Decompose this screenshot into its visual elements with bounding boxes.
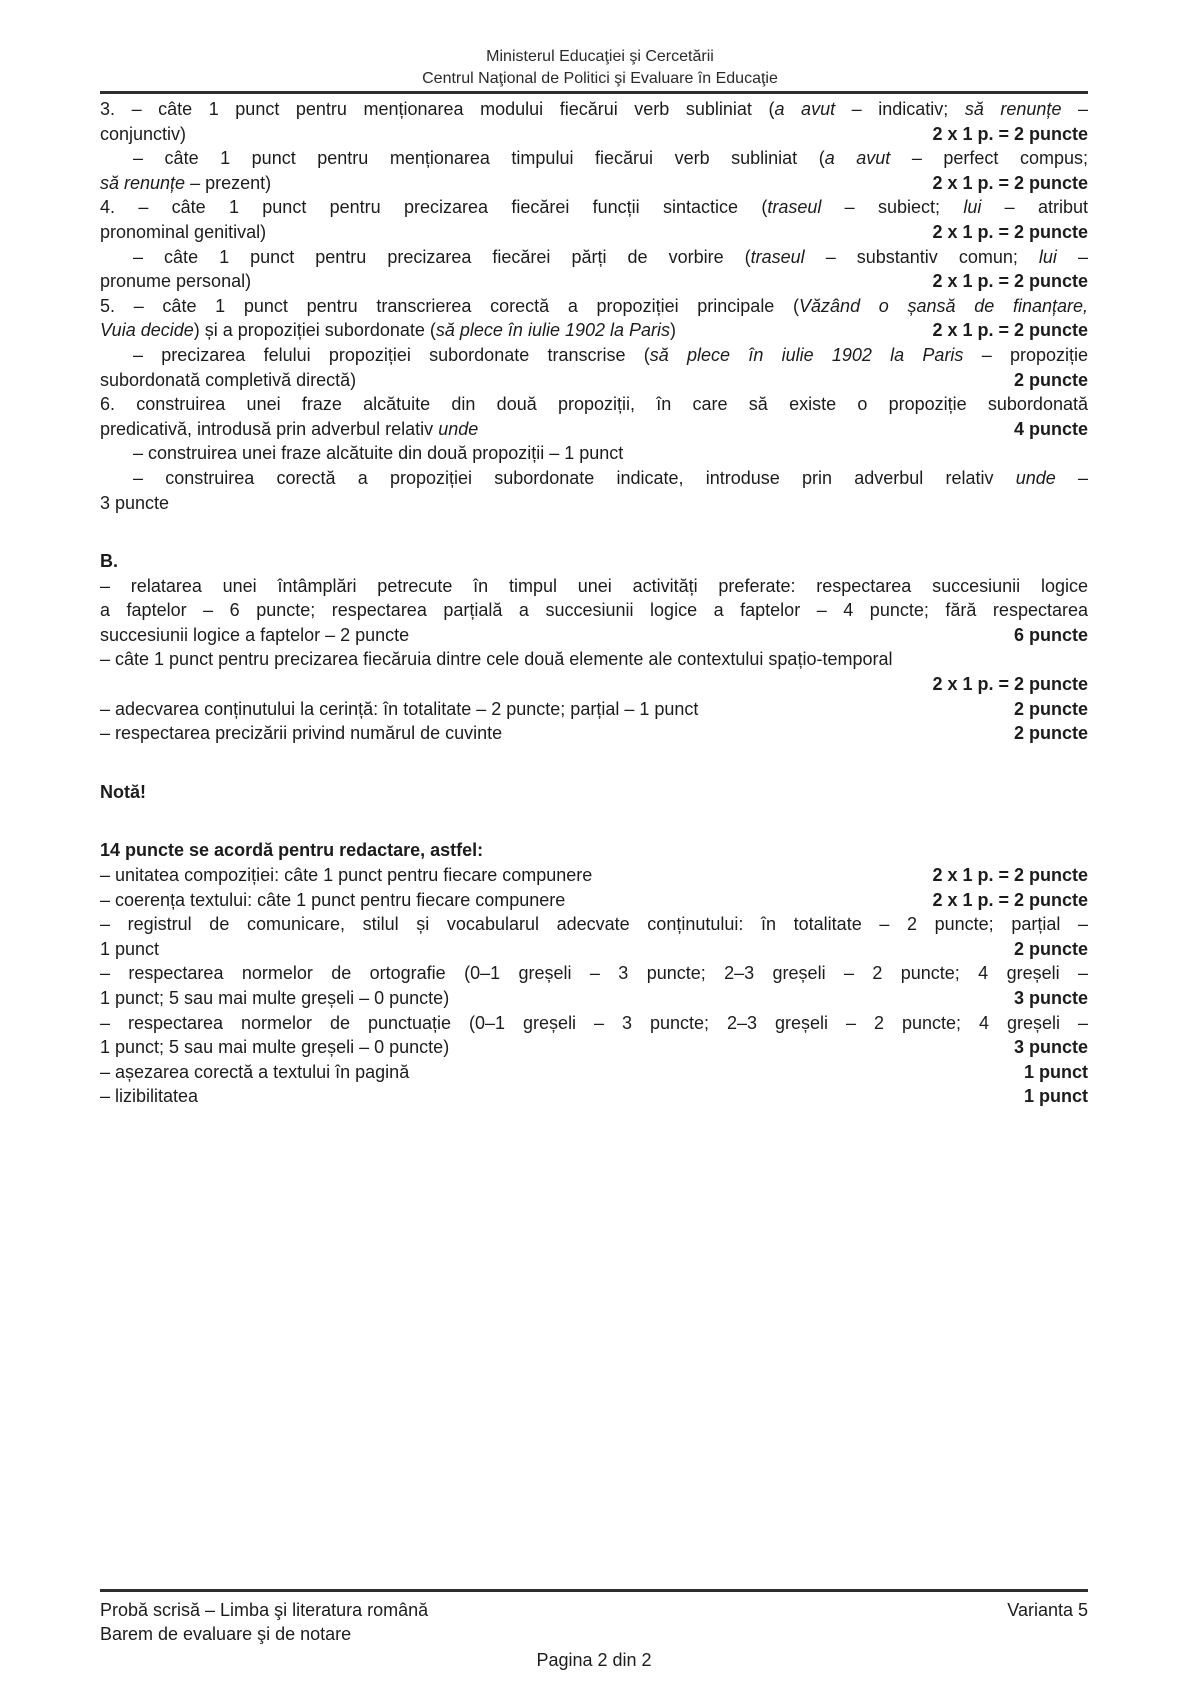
line-text: – construirea unei fraze alcătuite din două propoziții – 1 punct [133, 443, 624, 464]
text-line [100, 623, 1088, 648]
points-value: 1 punct [1023, 1061, 1088, 1082]
text-line [100, 294, 1088, 319]
text-line [100, 318, 1088, 343]
line-text: – respectarea precizării privind numărul de cuvinte [100, 723, 503, 744]
document-body [100, 97, 1088, 1109]
line-text: – câte 1 punct pentru precizarea fiecărei părți de vorbire (traseul – substantiv comun; lui – [133, 246, 1088, 267]
text-line [100, 220, 1088, 245]
header-divider [100, 91, 1088, 94]
text-line [100, 171, 1088, 196]
page-footer [100, 1598, 1088, 1672]
text-line [100, 417, 1088, 442]
text-line [100, 780, 1088, 805]
footer-doc-title: Barem de evaluare şi de notare [100, 1624, 352, 1644]
points-value: 2 puncte [1013, 369, 1088, 390]
line-text: – construirea corectă a propoziției subordonate indicate, introduse prin adverbul relativ unde – [133, 467, 1088, 488]
footer-row [100, 1598, 1088, 1646]
text-line [100, 961, 1088, 986]
text-line [100, 1035, 1088, 1060]
line-text: – așezarea corectă a textului în pagină [100, 1061, 410, 1082]
text-line [100, 1011, 1088, 1036]
text-line [100, 863, 1088, 888]
line-text: – registrul de comunicare, stilul și vocabularul adecvate conținutului: în totalitate – 2 puncte; parțial – [100, 914, 1088, 935]
page-number: Pagina 2 din 2 [536, 1650, 652, 1670]
points-value: 2 x 1 p. = 2 puncte [932, 221, 1088, 242]
footer-variant: Varianta 5 [1007, 1600, 1088, 1620]
text-line [100, 195, 1088, 220]
line-text: Notă! [100, 781, 146, 802]
line-text: 6. construirea unei fraze alcătuite din două propoziții, în care să existe o propoziție subordonată [100, 394, 1088, 415]
points-value: 2 puncte [1013, 723, 1088, 744]
line-text: – unitatea compoziției: câte 1 punct pentru fiecare compunere [100, 865, 593, 886]
line-text: – adecvarea conținutului la cerință: în totalitate – 2 puncte; parțial – 1 punct [100, 698, 699, 719]
text-line [100, 441, 1088, 466]
line-text: 1 punct [100, 938, 160, 959]
points-value: 1 punct [1023, 1086, 1088, 1107]
text-line [100, 368, 1088, 393]
line-text: 5. – câte 1 punct pentru transcrierea corectă a propoziției principale (Văzând o șansă de finanțare, [100, 295, 1089, 316]
points-value: 2 x 1 p. = 2 puncte [932, 320, 1088, 341]
text-line [100, 269, 1088, 294]
text-line [100, 392, 1088, 417]
line-text: – respectarea normelor de punctuație (0–1 greșeli – 3 puncte; 2–3 greșeli – 2 puncte; 4 greșeli – [100, 1012, 1088, 1033]
points-value: 2 x 1 p. = 2 puncte [932, 674, 1088, 695]
points-value: 2 x 1 p. = 2 puncte [932, 865, 1088, 886]
line-gap [100, 804, 1088, 838]
line-text: 3. – câte 1 punct pentru menționarea modului fiecărui verb subliniat (a avut – indicativ; să renunțe – [100, 99, 1089, 119]
text-line [100, 697, 1088, 722]
line-text: – câte 1 punct pentru precizarea fiecăruia dintre cele două elemente ale contextului spațio-temporal [100, 649, 893, 670]
text-line [100, 672, 1088, 697]
points-value: 2 x 1 p. = 2 puncte [932, 172, 1088, 193]
points-value: 2 puncte [1013, 698, 1088, 719]
text-line [100, 466, 1088, 491]
text-line [100, 122, 1088, 147]
points-value: 4 puncte [1013, 418, 1088, 439]
text-line [100, 838, 1088, 863]
points-value: 3 puncte [1013, 988, 1088, 1008]
line-text: conjunctiv) [100, 123, 187, 144]
header-ministry: Ministerul Educaţiei şi Cercetării [486, 48, 714, 65]
text-line [100, 491, 1088, 516]
text-line [100, 598, 1088, 623]
line-text: subordonată completivă directă) [100, 369, 357, 390]
text-line [100, 888, 1088, 913]
text-line [100, 245, 1088, 270]
line-text: – câte 1 punct pentru menționarea timpului fiecărui verb subliniat (a avut – perfect compus; [133, 148, 1088, 169]
footer-divider [100, 1589, 1088, 1592]
points-value: 2 x 1 p. = 2 puncte [932, 889, 1088, 910]
text-line [100, 549, 1088, 574]
line-text: pronume personal) [100, 271, 252, 292]
line-text: a faptelor – 6 puncte; respectarea parțială a succesiunii logice a faptelor – 4 puncte; fără respectarea [100, 600, 1088, 621]
line-text: 3 puncte [100, 492, 170, 513]
line-gap [100, 746, 1088, 780]
line-text: să renunțe – prezent) [100, 172, 272, 193]
line-text: succesiunii logice a faptelor – 2 puncte [100, 624, 410, 645]
line-text: 14 puncte se acordă pentru redactare, astfel: [100, 840, 484, 861]
text-line [100, 97, 1088, 122]
line-text: 1 punct; 5 sau mai multe greșeli – 0 puncte) [100, 1037, 450, 1058]
line-text: B. [100, 551, 118, 572]
line-text: Vuia decide) și a propoziției subordonate (să plece în iulie 1902 la Paris) [100, 320, 677, 341]
line-gap [100, 515, 1088, 549]
line-text: predicativă, introdusă prin adverbul relativ unde [100, 418, 479, 439]
text-line [100, 912, 1088, 937]
text-line [100, 647, 1088, 672]
text-line [100, 937, 1088, 962]
points-value: 3 puncte [1013, 1037, 1088, 1058]
footer-left [100, 1598, 428, 1646]
line-text: – respectarea normelor de ortografie (0–1 greșeli – 3 puncte; 2–3 greșeli – 2 puncte; 4 greșeli – [100, 963, 1088, 984]
footer-exam-title: Probă scrisă – Limba şi literatura română [100, 1600, 429, 1620]
line-text: – coerența textului: câte 1 punct pentru fiecare compunere [100, 889, 566, 910]
points-value: 2 puncte [1013, 938, 1088, 959]
line-text: 1 punct; 5 sau mai multe greșeli – 0 puncte) [100, 988, 450, 1008]
page-header [0, 46, 1200, 90]
header-center: Centrul Naţional de Politici şi Evaluare în Educaţie [422, 70, 778, 87]
text-line [100, 1084, 1088, 1109]
line-text: – precizarea felului propoziției subordonate transcrise (să plece în iulie 1902 la Paris – propoziție [133, 344, 1089, 365]
text-line [100, 721, 1088, 746]
text-line [100, 1060, 1088, 1085]
text-line [100, 343, 1088, 368]
text-line [100, 986, 1088, 1011]
points-value: 2 x 1 p. = 2 puncte [932, 271, 1088, 292]
line-text: – lizibilitatea [100, 1086, 199, 1107]
line-text: pronominal genitival) [100, 221, 267, 242]
points-value: 6 puncte [1013, 624, 1088, 645]
points-value: 2 x 1 p. = 2 puncte [932, 123, 1088, 144]
text-line [100, 146, 1088, 171]
text-line [100, 574, 1088, 599]
line-text: 4. – câte 1 punct pentru precizarea fiecărei funcții sintactice (traseul – subiect; lui – atribut [100, 197, 1088, 218]
line-text: – relatarea unei întâmplări petrecute în timpul unei activități preferate: respectarea succesiunii logice [100, 575, 1088, 596]
